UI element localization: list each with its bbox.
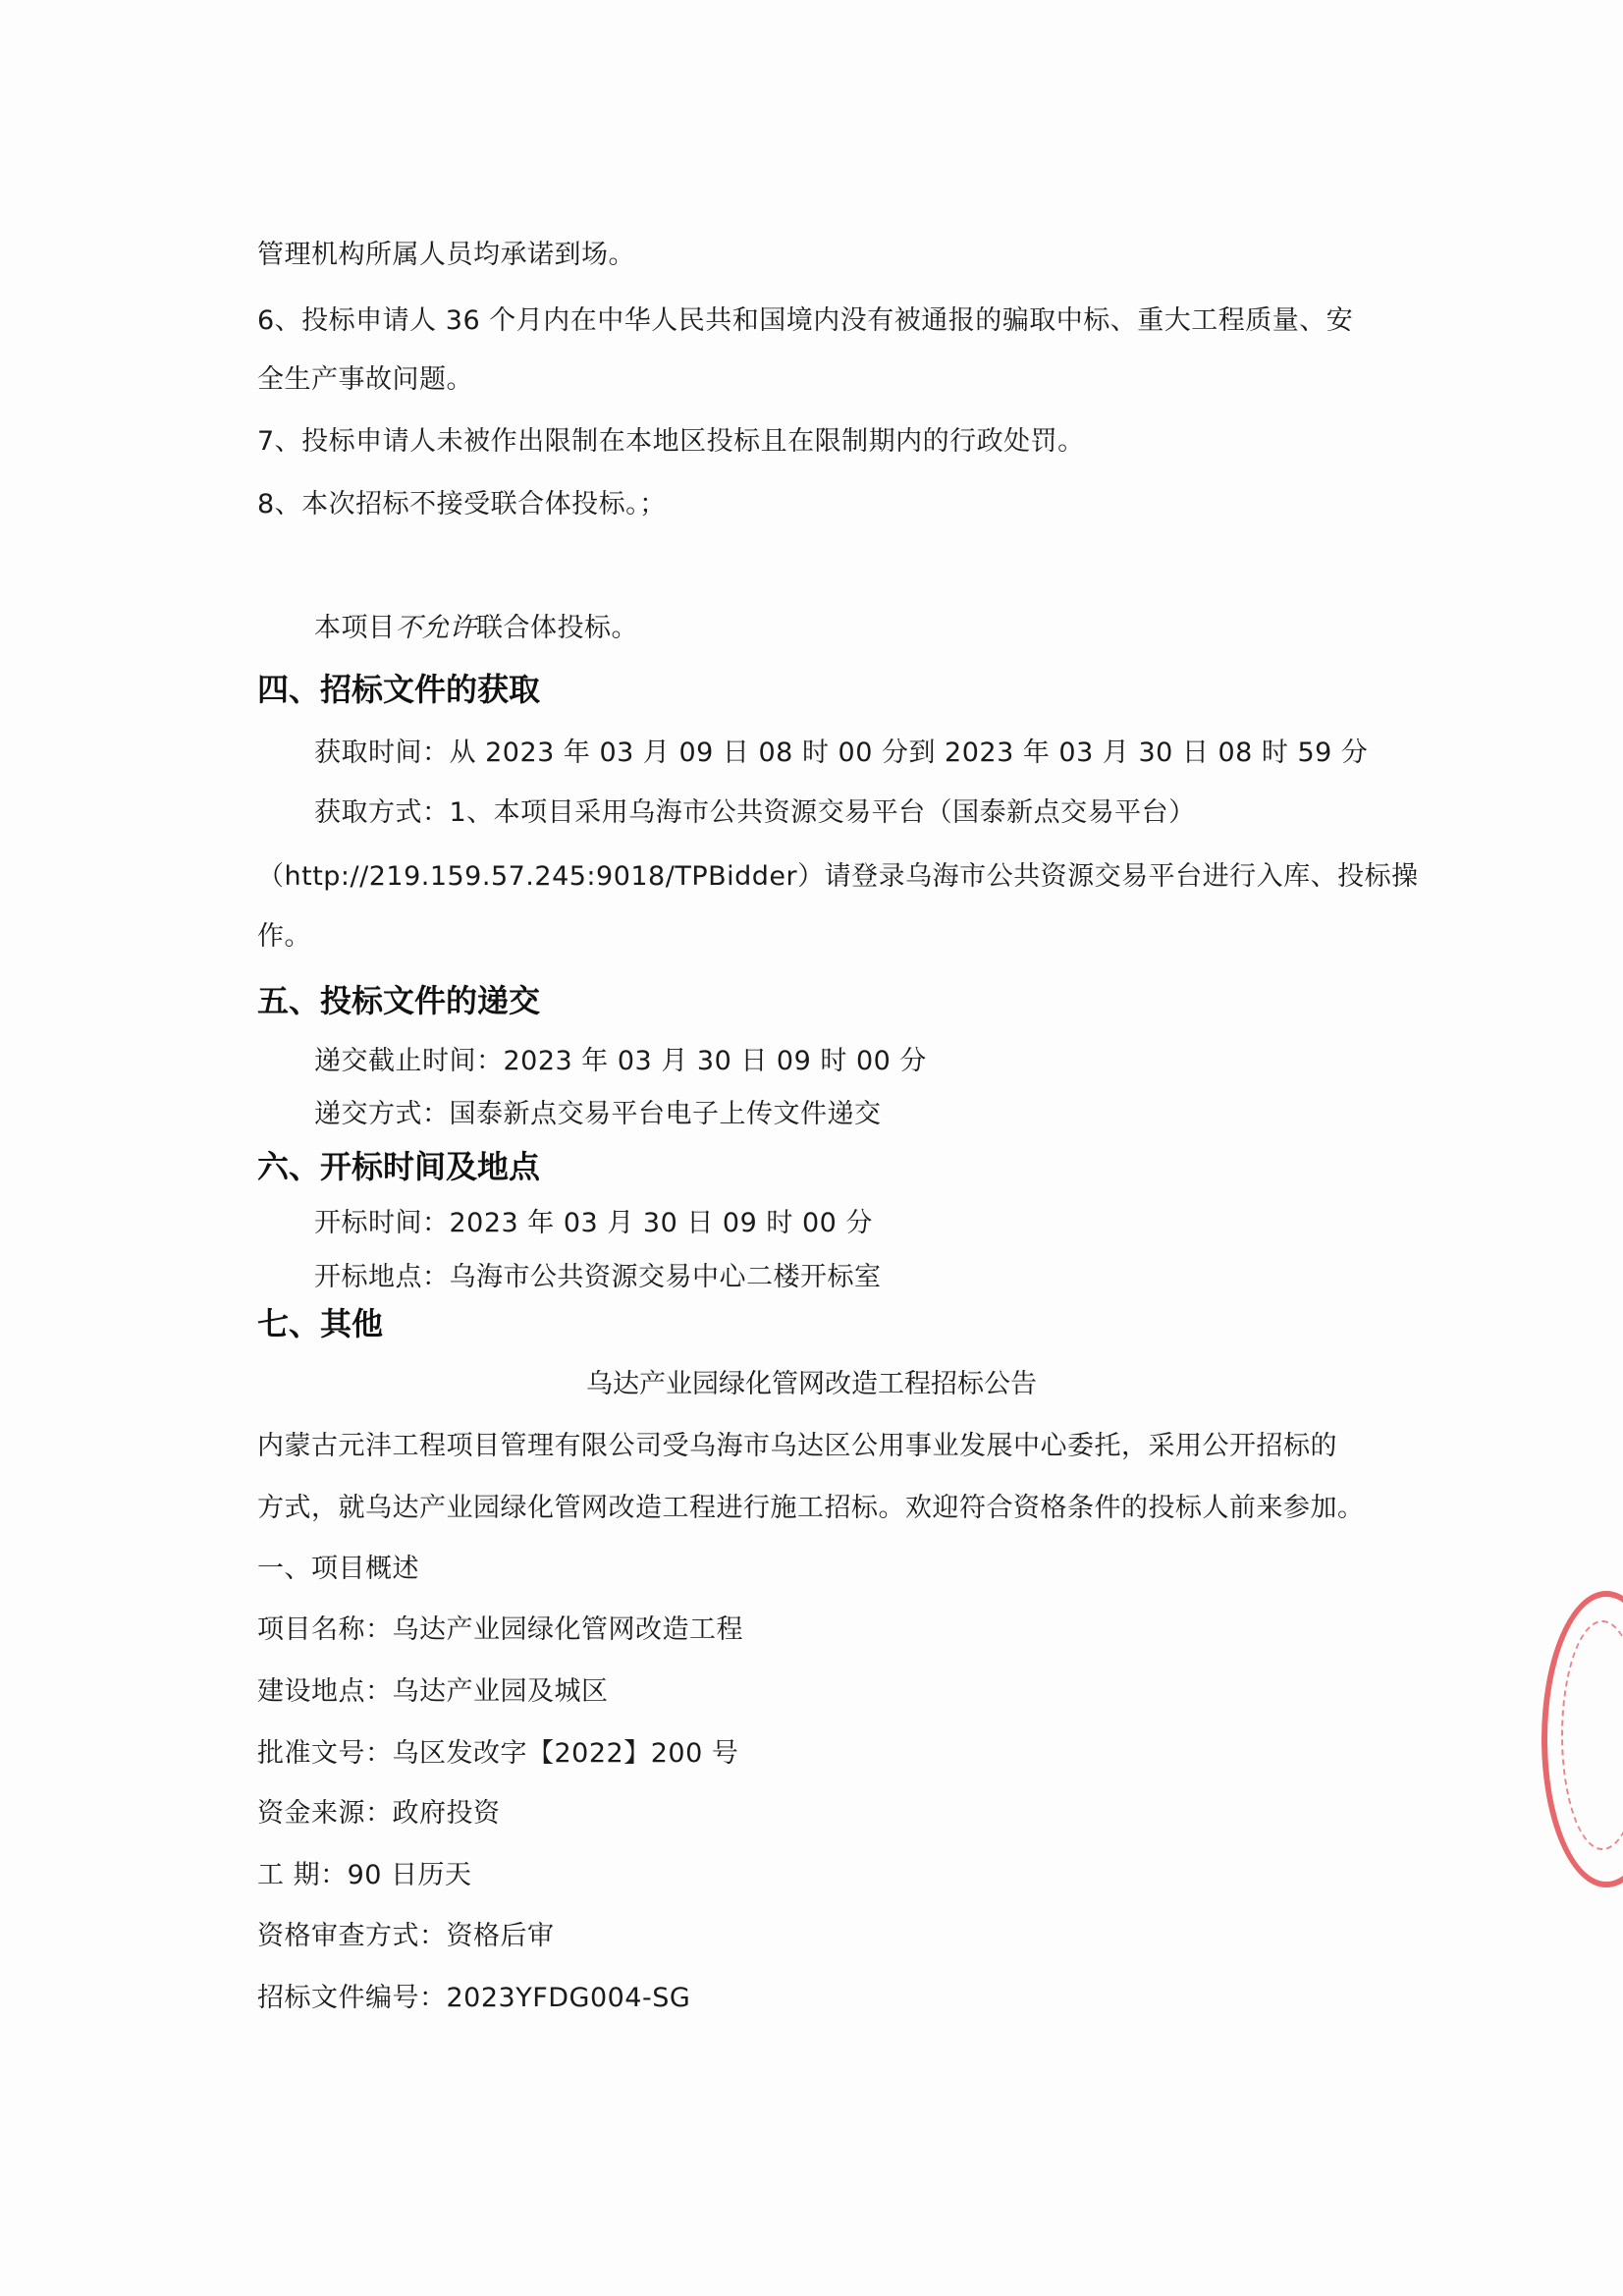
- text-line: 项目名称：乌达产业园绿化管网改造工程: [257, 1614, 743, 1645]
- text-line: 开标时间：2023 年 03 月 30 日 09 时 00 分: [314, 1208, 873, 1238]
- text-line: 内蒙古元沣工程项目管理有限公司受乌海市乌达区公用事业发展中心委托，采用公开招标的: [257, 1431, 1337, 1461]
- text-line: 获取方式：1、本项目采用乌海市公共资源交易平台（国泰新点交易平台）: [314, 797, 1196, 828]
- text-line: 一、项目概述: [257, 1554, 419, 1584]
- section-heading: 五、投标文件的递交: [257, 982, 541, 1019]
- text-line: （http://219.159.57.245:9018/TPBidder）请登录乌海市公共资源交易平台进行入库、投标操: [257, 861, 1419, 892]
- text-line: 获取时间：从 2023 年 03 月 09 日 08 时 00 分到 2023 年 03 月 30 日 08 时 59 分: [314, 738, 1369, 768]
- text-line: 作。: [257, 921, 311, 952]
- section-heading: 六、开标时间及地点: [257, 1148, 541, 1185]
- text-line: 资金来源：政府投资: [257, 1798, 501, 1829]
- section-heading: 七、其他: [257, 1305, 384, 1342]
- text-line: 招标文件编号：2023YFDG004-SG: [257, 1983, 691, 2013]
- text-line: [314, 609, 638, 648]
- text-line: 递交方式：国泰新点交易平台电子上传文件递交: [314, 1099, 882, 1129]
- text-line: 8、本次招标不接受联合体投标。；: [257, 489, 667, 519]
- text-span: 本项目: [314, 613, 396, 643]
- text-line: 工 期：90 日历天: [257, 1860, 472, 1890]
- section-heading: 四、招标文件的获取: [257, 671, 541, 708]
- text-line: 6、投标申请人 36 个月内在中华人民共和国境内没有被通报的骗取中标、重大工程质量、安: [257, 305, 1354, 336]
- text-line: 递交截止时间：2023 年 03 月 30 日 09 时 00 分: [314, 1046, 927, 1076]
- text-line: 7、投标申请人未被作出限制在本地区投标且在限制期内的行政处罚。: [257, 426, 1085, 457]
- text-span-italic: 不允许: [395, 613, 476, 643]
- text-line: 批准文号：乌区发改字【2022】200 号: [257, 1738, 739, 1769]
- text-span: 联合体投标。: [476, 613, 638, 643]
- text-line: 建设地点：乌达产业园及城区: [257, 1676, 609, 1707]
- text-line: 全生产事故问题。: [257, 364, 473, 395]
- text-line: 管理机构所属人员均承诺到场。: [257, 240, 635, 270]
- text-line: 开标地点：乌海市公共资源交易中心二楼开标室: [314, 1262, 882, 1292]
- text-line: 资格审查方式：资格后审: [257, 1921, 555, 1951]
- notice-title: 乌达产业园绿化管网改造工程招标公告: [586, 1369, 1037, 1399]
- text-line: 方式，就乌达产业园绿化管网改造工程进行施工招标。欢迎符合资格条件的投标人前来参加。: [257, 1493, 1365, 1523]
